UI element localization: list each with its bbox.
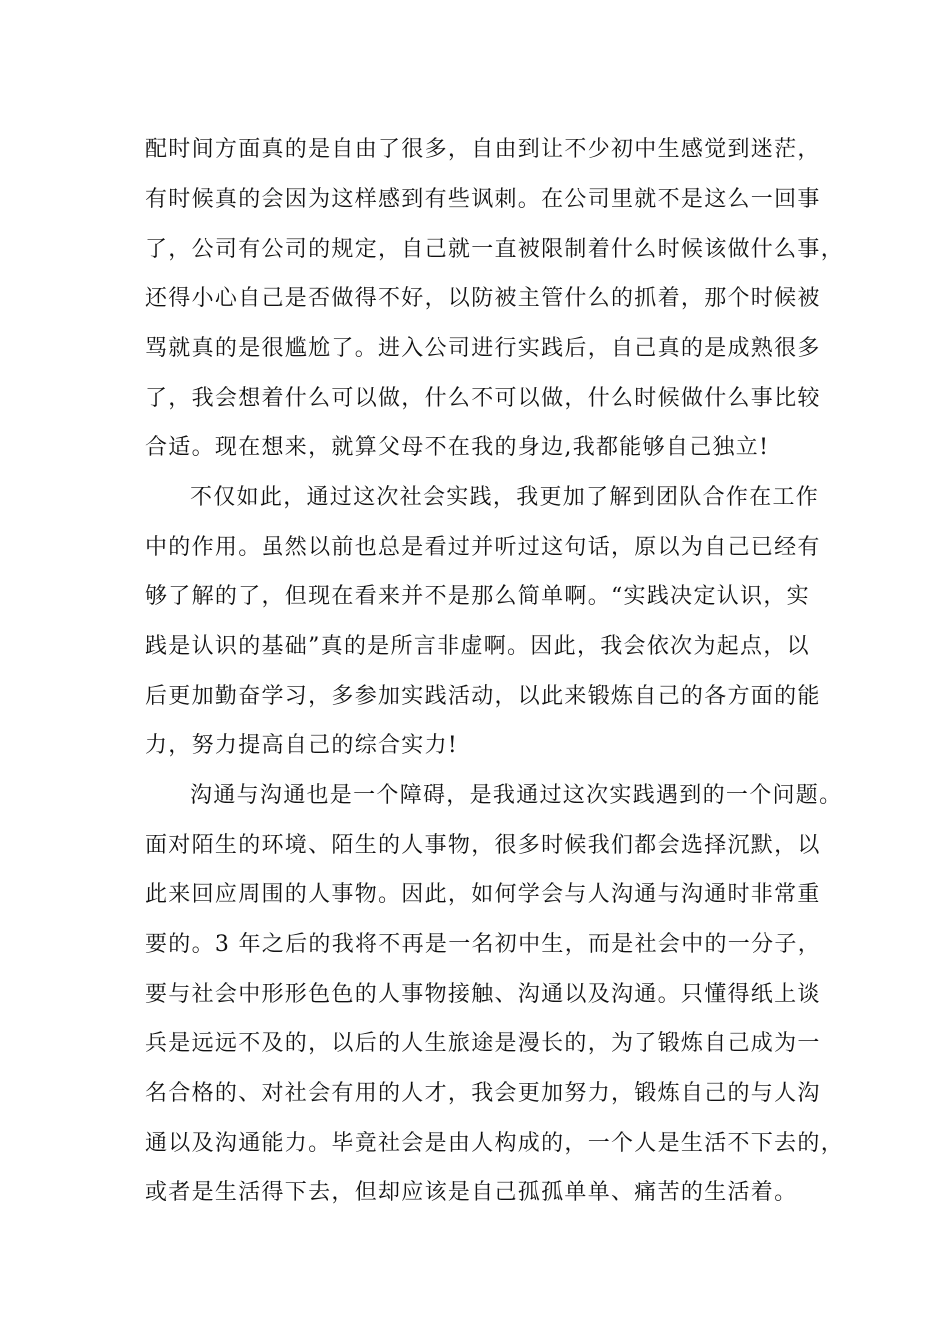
text-line: 名合格的、对社会有用的人才，我会更加努力，锻炼自己的与人沟	[145, 1081, 821, 1106]
text-line: 通以及沟通能力。毕竟社会是由人构成的，一个人是生活不下去的，	[145, 1131, 845, 1156]
text-line: 践是认识的基础”真的是所言非虚啊。因此，我会依次为起点，以	[145, 634, 810, 659]
text-line: 合适。现在想来，就算父母不在我的身边,我都能够自己独立!	[145, 435, 770, 460]
paragraph-first-line: 不仅如此，通过这次社会实践，我更加了解到团队合作在工作	[190, 485, 820, 510]
text-line: 此来回应周围的人事物。因此，如何学会与人沟通与沟通时非常重	[145, 882, 821, 907]
text-line: 还得小心自己是否做得不好，以防被主管什么的抓着，那个时候被	[145, 286, 821, 311]
text-line: 够了解的了，但现在看来并不是那么简单啊。“实践决定认识，实	[145, 584, 810, 609]
text-line: 兵是远远不及的，以后的人生旅途是漫长的，为了锻炼自己成为一	[145, 1031, 821, 1056]
paragraph-first-line: 沟通与沟通也是一个障碍，是我通过这次实践遇到的一个问题。	[190, 783, 843, 808]
text-line: 中的作用。虽然以前也总是看过并听过这句话，原以为自己已经有	[145, 535, 821, 560]
text-line: 了，公司有公司的规定，自己就一直被限制着什么时候该做什么事，	[145, 237, 845, 262]
text-line: 或者是生活得下去，但却应该是自己孤孤单单、痛苦的生活着。	[145, 1180, 798, 1205]
text-line: 后更加勤奋学习，多参加实践活动，以此来锻炼自己的各方面的能	[145, 684, 821, 709]
text-line: 要与社会中形形色色的人事物接触、沟通以及沟通。只懂得纸上谈	[145, 982, 821, 1007]
text-line: 力，努力提高自己的综合实力!	[145, 733, 459, 758]
text-line: 有时候真的会因为这样感到有些讽刺。在公司里就不是这么一回事	[145, 187, 821, 212]
text-line: 配时间方面真的是自由了很多，自由到让不少初中生感觉到迷茫，	[145, 137, 821, 162]
text-line: 骂就真的是很尴尬了。进入公司进行实践后，自己真的是成熟很多	[145, 336, 821, 361]
text-line: 面对陌生的环境、陌生的人事物，很多时候我们都会选择沉默，以	[145, 833, 821, 858]
text-line: 了，我会想着什么可以做，什么不可以做，什么时候做什么事比较	[145, 386, 821, 411]
text-line: 要的。3 年之后的我将不再是一名初中生，而是社会中的一分子，	[145, 932, 821, 957]
